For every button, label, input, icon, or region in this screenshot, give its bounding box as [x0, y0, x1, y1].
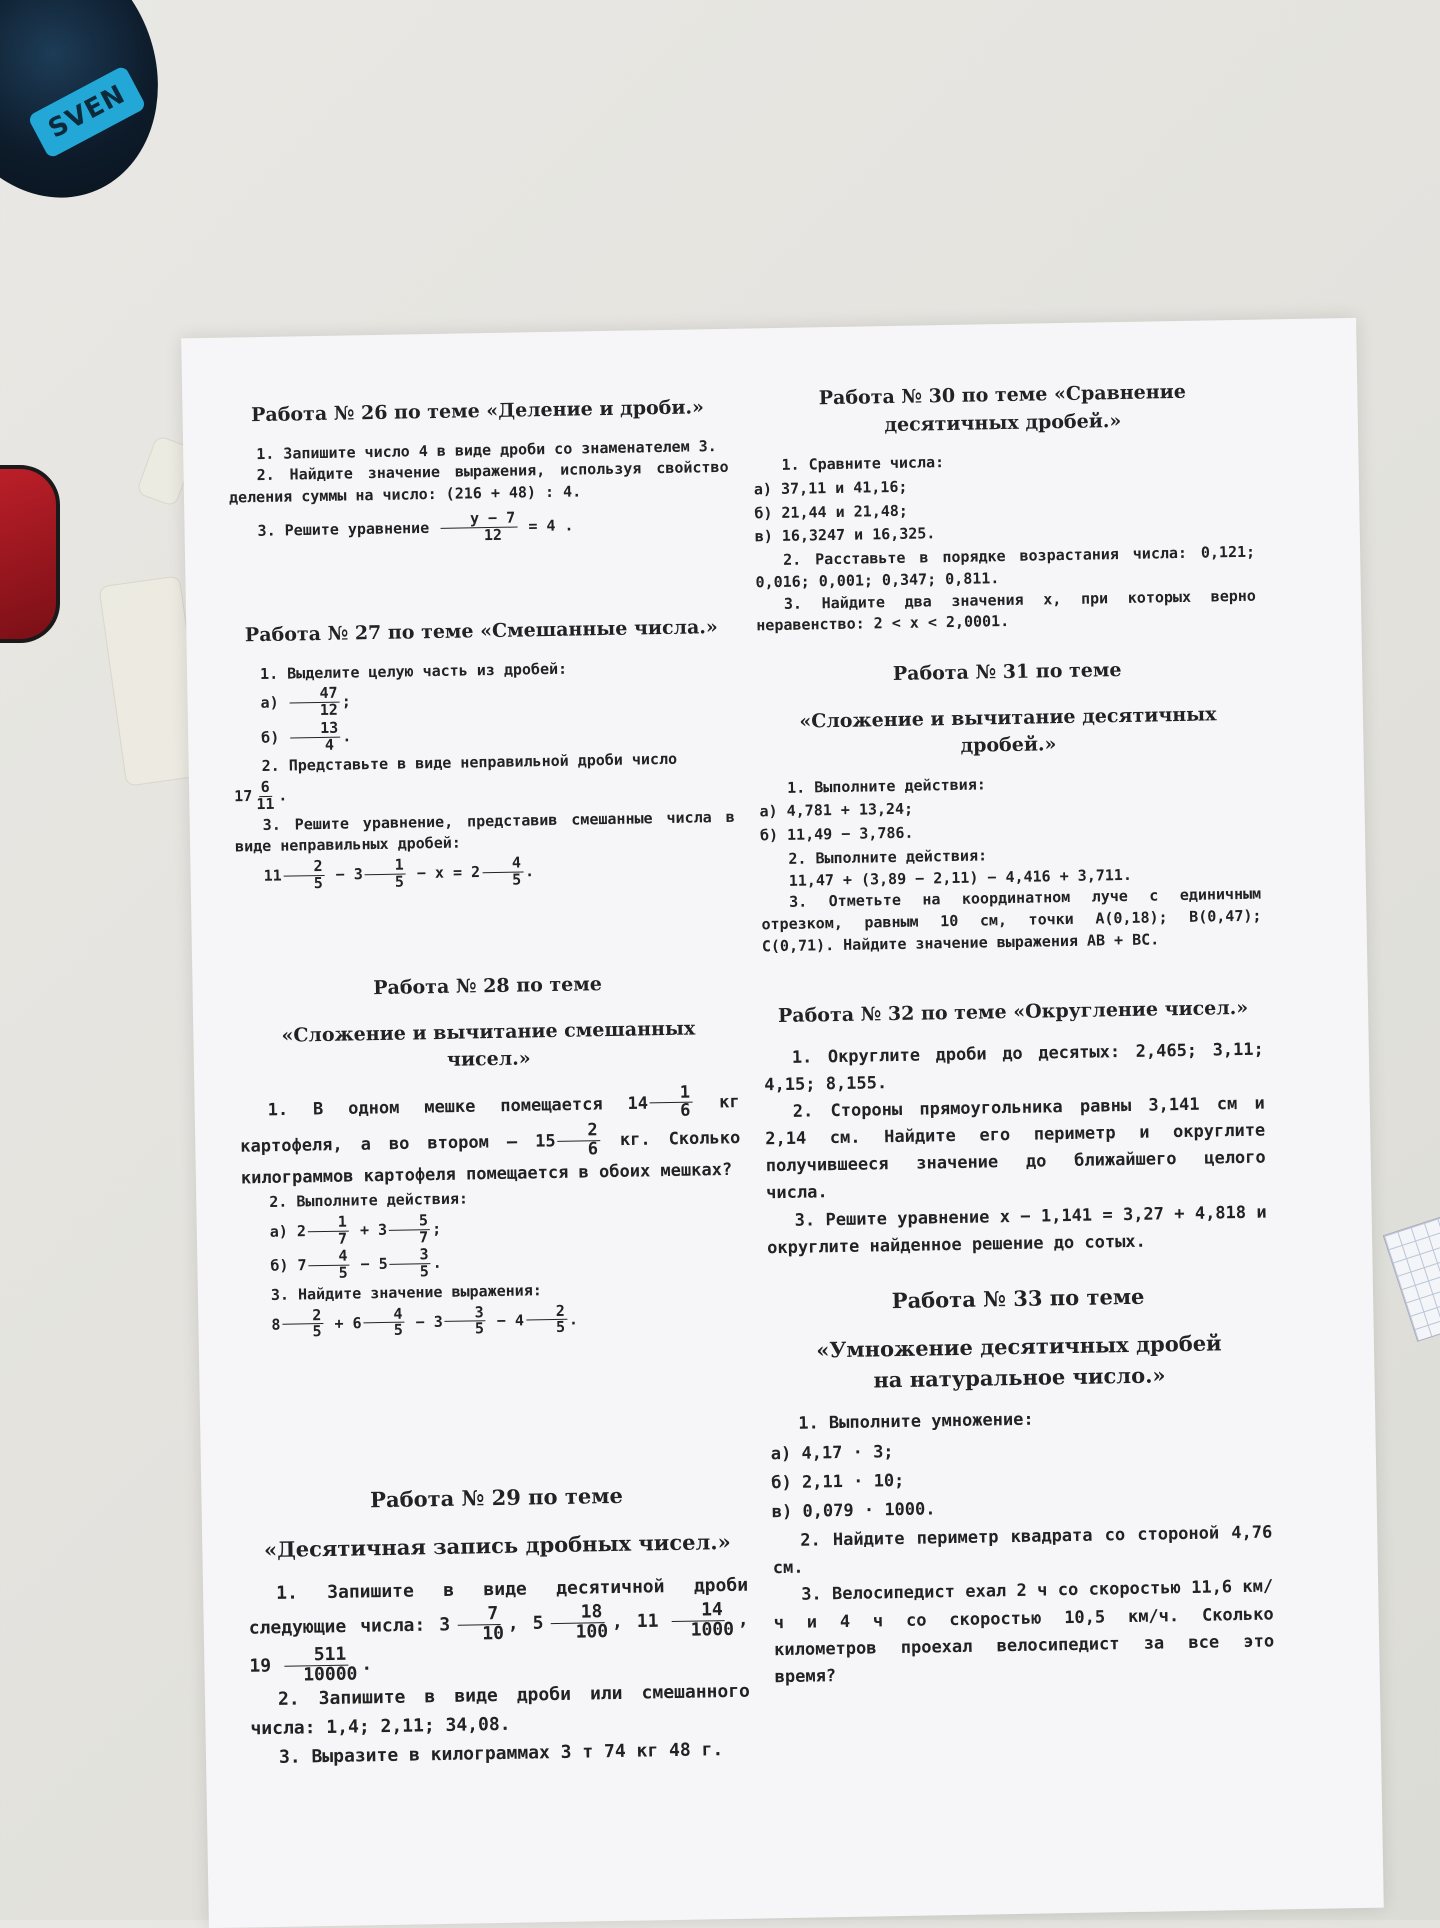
work-31-task-1a: а) 4,781 + 13,24;	[759, 800, 914, 821]
fraction-numerator: 4	[482, 856, 523, 873]
work-33	[768, 1280, 1275, 1692]
operator: − 3	[335, 865, 363, 884]
fraction	[444, 1302, 486, 1338]
fraction	[545, 1600, 610, 1643]
work-33-title-main: Работа № 33 по теме	[891, 1283, 1145, 1314]
fraction-numerator: 5	[389, 1213, 430, 1230]
fraction	[289, 683, 340, 720]
speaker-brand-label: SVEN	[27, 65, 147, 159]
fraction-numerator: y − 7	[440, 510, 517, 528]
fraction	[389, 1213, 431, 1246]
fraction-denominator: 6	[587, 1139, 599, 1160]
work-29-title	[246, 1479, 747, 1567]
fraction-numerator: 7	[457, 1605, 500, 1626]
work-27-task-2: 2. Представьте в виде неправильной дроби число	[261, 750, 678, 776]
fraction	[363, 1306, 405, 1339]
fraction-denominator: 12	[319, 700, 339, 720]
whole-part: 17	[234, 787, 253, 806]
fraction	[452, 1602, 506, 1645]
fraction-numerator: 47	[289, 686, 339, 704]
work-32-task-1: 1. Округлите дроби до десятых: 2,465; 3,11; 4,15; 8,155.	[764, 1039, 1264, 1096]
operator: + 3	[359, 1220, 388, 1240]
fraction-numerator: 2	[282, 1308, 323, 1325]
fraction	[650, 1084, 693, 1121]
whole-part: 8	[271, 1315, 281, 1334]
punctuation: .	[361, 1654, 373, 1676]
punctuation: .	[432, 1254, 442, 1273]
work-28	[237, 969, 743, 1344]
fraction-numerator: 511	[284, 1646, 349, 1667]
punctuation: .	[568, 1310, 579, 1329]
work-33-task-1b: б) 2,11 · 10;	[771, 1470, 905, 1493]
work-26-task-1: 1. Запишите число 4 в виде дроби со знаменателем 3.	[256, 436, 717, 463]
work-31-subtitle: «Сложение и вычитание десятичных дробей.»	[799, 702, 1217, 757]
punctuation: .	[278, 786, 288, 805]
fraction-denominator: 1000	[690, 1618, 735, 1641]
work-26-task-3	[229, 507, 729, 548]
work-27-task-1: 1. Выделите целую часть из дробей:	[259, 659, 568, 683]
work-31-task-2: 2. Выполните действия:	[788, 846, 988, 868]
fraction-denominator: 5	[312, 1322, 322, 1341]
work-31-task-2-expression: 11,47 + (3,89 − 2,11) − 4,416 + 3,711.	[788, 865, 1133, 890]
fraction-numerator: 2	[557, 1123, 600, 1143]
work-29-title-main: Работа № 29 по теме	[369, 1482, 624, 1513]
fraction-denominator: 4	[324, 735, 335, 754]
operator: − 3	[415, 1312, 443, 1331]
fraction-numerator: 1	[650, 1084, 693, 1104]
work-31-title-main: Работа № 31 по теме	[892, 659, 1122, 686]
fraction-numerator: 3	[389, 1248, 430, 1265]
work-28-title	[237, 969, 739, 1078]
fraction	[440, 510, 518, 544]
work-33-title	[768, 1280, 1270, 1398]
red-object	[0, 465, 60, 643]
operator: − x = 2	[416, 863, 481, 883]
punctuation: ;	[431, 1219, 442, 1238]
work-30-task-1: 1. Сравните числа:	[781, 453, 945, 475]
work-33-subtitle: «Умножение десятичных дробей на натуральное число.»	[816, 1330, 1222, 1393]
work-28-subtitle: «Сложение и вычитание смешанных чисел.»	[281, 1017, 696, 1071]
work-31-task-1: 1. Выполните действия:	[786, 775, 986, 797]
work-27	[231, 614, 736, 895]
fraction	[308, 1212, 350, 1248]
work-31-task-1b: б) 11,49 − 3,786.	[759, 823, 914, 845]
work-28-task-1	[239, 1083, 741, 1192]
whole-part: , 5	[507, 1612, 544, 1634]
work-26-task-3-text: 3. Решите уравнение	[257, 518, 430, 540]
left-column	[226, 329, 751, 1768]
fraction	[283, 859, 325, 892]
work-26-title: Работа № 26 по теме «Деление и дроби.»	[250, 396, 705, 427]
work-26	[227, 394, 729, 548]
fraction-numerator: 18	[551, 1603, 605, 1624]
operator: + 6	[334, 1313, 362, 1333]
fraction	[482, 853, 524, 889]
work-32	[763, 995, 1267, 1263]
work-29	[246, 1479, 751, 1773]
fraction-denominator: 5	[419, 1262, 430, 1281]
work-30-task-2: 2. Расставьте в порядке возрастания числа: 0,121; 0,016; 0,001; 0,347; 0,811.	[755, 542, 1256, 592]
work-30-task-3: 3. Найдите два значения x, при которых верно неравенство: 2 < x < 2,0001.	[756, 586, 1257, 635]
fraction	[526, 1303, 568, 1336]
work-28-task-3-expression	[243, 1300, 743, 1341]
item-label: а)	[260, 693, 279, 713]
fraction-numerator: 14	[671, 1601, 725, 1622]
work-28-title-main: Работа № 28 по теме	[373, 973, 603, 1000]
fraction	[308, 1249, 350, 1282]
work-32-task-3: 3. Решите уравнение x − 1,141 = 3,27 + 4,818 и округлите найденное решение до сотых.	[767, 1202, 1267, 1259]
work-30-title: Работа № 30 по теме «Сравнение десятичных дробей.»	[818, 380, 1187, 436]
item-label: б)	[261, 728, 280, 747]
fraction-numerator: 3	[444, 1305, 485, 1322]
fraction-denominator: 5	[338, 1263, 348, 1282]
fraction-denominator: 5	[394, 872, 405, 891]
work-31-task-3: 3. Отметьте на координатном луче с единичным отрезком, равным 10 см, точки A(0,18); B(0,47); C(0,71). Найдите значение выражения AB + BC.	[761, 885, 1262, 956]
fraction-numerator: 4	[363, 1306, 404, 1323]
worksheet-paper	[181, 318, 1384, 1928]
fraction	[254, 777, 277, 813]
task-text: 1. В одном мешке помещается 14	[267, 1093, 649, 1120]
fraction-denominator: 5	[474, 1319, 485, 1338]
operator: − 4	[496, 1310, 525, 1330]
work-33-task-1c: в) 0,079 · 1000.	[771, 1499, 936, 1523]
whole-part: 11	[263, 866, 282, 885]
fraction-numerator: 2	[283, 859, 324, 876]
fraction-numerator: 2	[526, 1303, 567, 1320]
work-26-task-3-end: = 4 .	[528, 516, 574, 535]
fraction	[365, 855, 407, 891]
work-27-task-3: 3. Решите уравнение, представив смешанные числа в виде неправильных дробей:	[234, 807, 735, 856]
fraction	[290, 720, 341, 753]
work-29-task-3: 3. Выразите в килограммах 3 т 74 кг 48 г.	[278, 1738, 724, 1768]
fraction	[273, 1646, 360, 1686]
work-31-title	[757, 655, 1259, 764]
fraction-denominator: 5	[393, 1321, 403, 1340]
work-27-title: Работа № 27 по теме «Смешанные числа.»	[244, 616, 718, 647]
right-column	[751, 320, 1275, 1688]
work-29-subtitle: «Десятичная запись дробных чисел.»	[263, 1529, 731, 1563]
fraction-numerator: 6	[259, 780, 272, 797]
task-text: кг картофеля, а во втором — 15	[240, 1091, 740, 1158]
whole-part: , 19	[249, 1608, 749, 1678]
fraction-denominator: 5	[313, 873, 323, 892]
work-32-title: Работа № 32 по теме «Округление чисел.»	[777, 996, 1249, 1028]
fraction-denominator: 10	[482, 1622, 505, 1644]
work-30-task-1c: в) 16,3247 и 16,325.	[754, 524, 936, 546]
fraction-numerator: 4	[308, 1249, 349, 1266]
punctuation: .	[524, 862, 535, 881]
punctuation: ;	[341, 692, 351, 711]
task-text: 1. Запишите в виде десятичной дроби следующие числа:	[248, 1574, 749, 1639]
task-text: кг. Сколько килограммов картофеля помещается в обоих мешках?	[240, 1128, 741, 1189]
grid-paper-scrap	[1383, 1210, 1440, 1342]
work-33-task-1a: а) 4,17 · 3;	[770, 1441, 894, 1464]
item-label: а) 2	[269, 1222, 307, 1241]
fraction-numerator: 1	[308, 1215, 349, 1232]
work-29-task-1	[248, 1572, 750, 1687]
fraction-denominator: 12	[483, 525, 503, 544]
work-28-task-3: 3. Найдите значение выражения:	[270, 1281, 542, 1304]
fraction-numerator: 13	[290, 720, 340, 738]
fraction-denominator: 7	[337, 1229, 348, 1248]
work-26-task-2: 2. Найдите значение выражения, используя свойство деления суммы на число: (216 + 48) : 4.	[228, 458, 729, 507]
work-31	[757, 655, 1262, 958]
work-27-task-3-equation	[235, 852, 735, 893]
fraction-denominator: 100	[575, 1620, 609, 1643]
work-29-task-2: 2. Запишите в виде дроби или смешанного числа: 1,4; 2,11; 34,08.	[250, 1680, 751, 1740]
work-33-task-3: 3. Велосипедист ехал 2 ч со скоростью 11,6 км/ч и 4 ч со скоростью 10,5 км/ч. Сколько километров проехал велосипедист за все это время?	[773, 1576, 1275, 1688]
work-30-task-1b: б) 21,44 и 21,48;	[754, 501, 909, 522]
fraction	[557, 1120, 600, 1160]
item-label: б) 7	[270, 1256, 307, 1276]
operator: − 5	[360, 1255, 388, 1274]
fraction-denominator: 5	[512, 870, 522, 889]
work-33-task-1: 1. Выполните умножение:	[798, 1409, 1034, 1435]
work-33-task-2: 2. Найдите периметр квадрата со стороной 4,76 см.	[772, 1522, 1273, 1579]
fraction-denominator: 6	[679, 1101, 691, 1122]
fraction-numerator: 1	[365, 858, 406, 875]
work-28-task-2: 2. Выполните действия:	[269, 1189, 469, 1212]
punctuation: .	[342, 727, 352, 746]
fraction-denominator: 10000	[303, 1663, 358, 1686]
fraction	[282, 1305, 324, 1341]
fraction-denominator: 5	[555, 1318, 566, 1337]
fraction	[389, 1245, 431, 1281]
work-32-task-2: 2. Стороны прямоугольника равны 3,141 см и 2,14 см. Найдите его периметр и округлите получившееся значение до ближайшего целого числа.	[765, 1093, 1266, 1204]
work-30-task-1a: а) 37,11 и 41,16;	[753, 477, 908, 499]
fraction-denominator: 7	[419, 1227, 429, 1247]
work-30	[752, 378, 1256, 638]
fraction-denominator: 11	[256, 794, 275, 813]
whole-part: 3	[439, 1613, 451, 1636]
whole-part: , 11	[611, 1610, 659, 1633]
fraction	[660, 1598, 736, 1641]
